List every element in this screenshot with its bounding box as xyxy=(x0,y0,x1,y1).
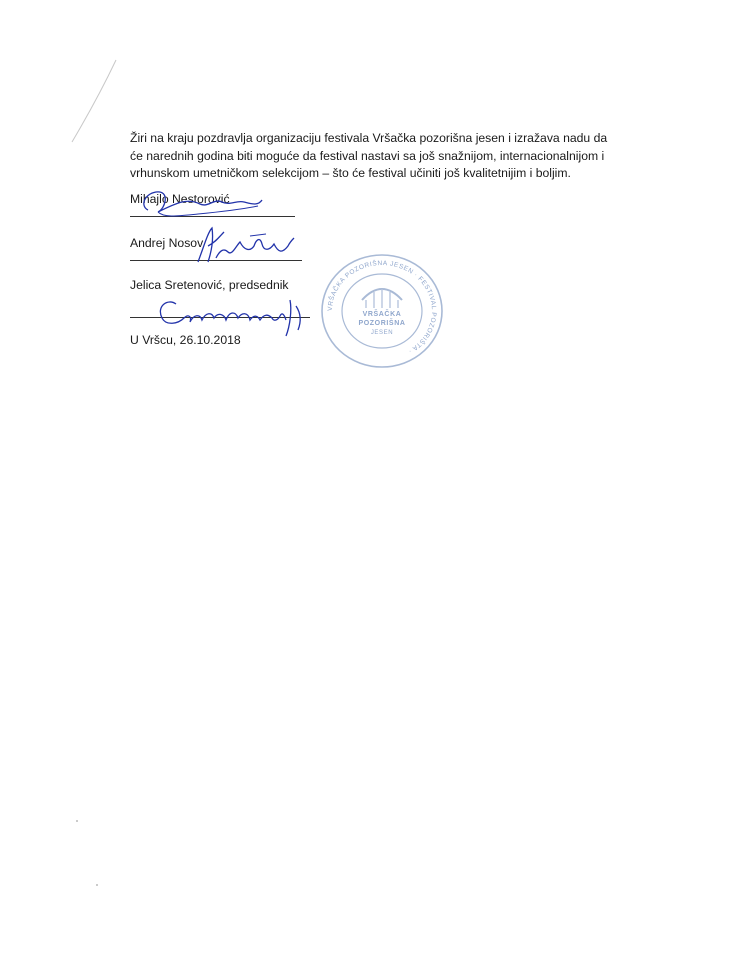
closing-paragraph xyxy=(130,130,630,183)
paragraph-line: će narednih godina biti moguće da festival nastavi sa još snažnijom, internacionalnijom i xyxy=(130,148,605,163)
signatory-name: Andrej Nosov xyxy=(130,236,204,250)
place-and-date: U Vršcu, 26.10.2018 xyxy=(130,333,241,347)
paragraph-line: vrhunskom umetničkom selekcijom – što će festival učiniti još kvalitetnijim i boljim. xyxy=(130,166,571,181)
scan-edge-mark xyxy=(68,58,118,148)
signature-mihajlo xyxy=(118,176,268,226)
scan-speck xyxy=(96,884,98,886)
signatory-name: Mihajlo Nestorović xyxy=(130,192,230,206)
seal-center-text: POZORIŠNA xyxy=(358,320,406,327)
seal-center-text: JESEN xyxy=(370,330,394,336)
festival-seal xyxy=(318,252,446,370)
seal-outer-text: VRŠAČKA POZORIŠNA JESEN · FESTIVAL POZORIŠTA · xyxy=(326,259,438,355)
signature-andrej xyxy=(190,222,300,268)
seal-center-text: VRŠAČKA xyxy=(362,311,402,318)
signatory-name: Jelica Sretenović, predsednik xyxy=(130,278,289,292)
paragraph-line: Žiri na kraju pozdravlja organizaciju festivala Vršačka pozorišna jesen i izražava nadu da xyxy=(130,131,608,145)
scan-speck xyxy=(76,820,78,822)
